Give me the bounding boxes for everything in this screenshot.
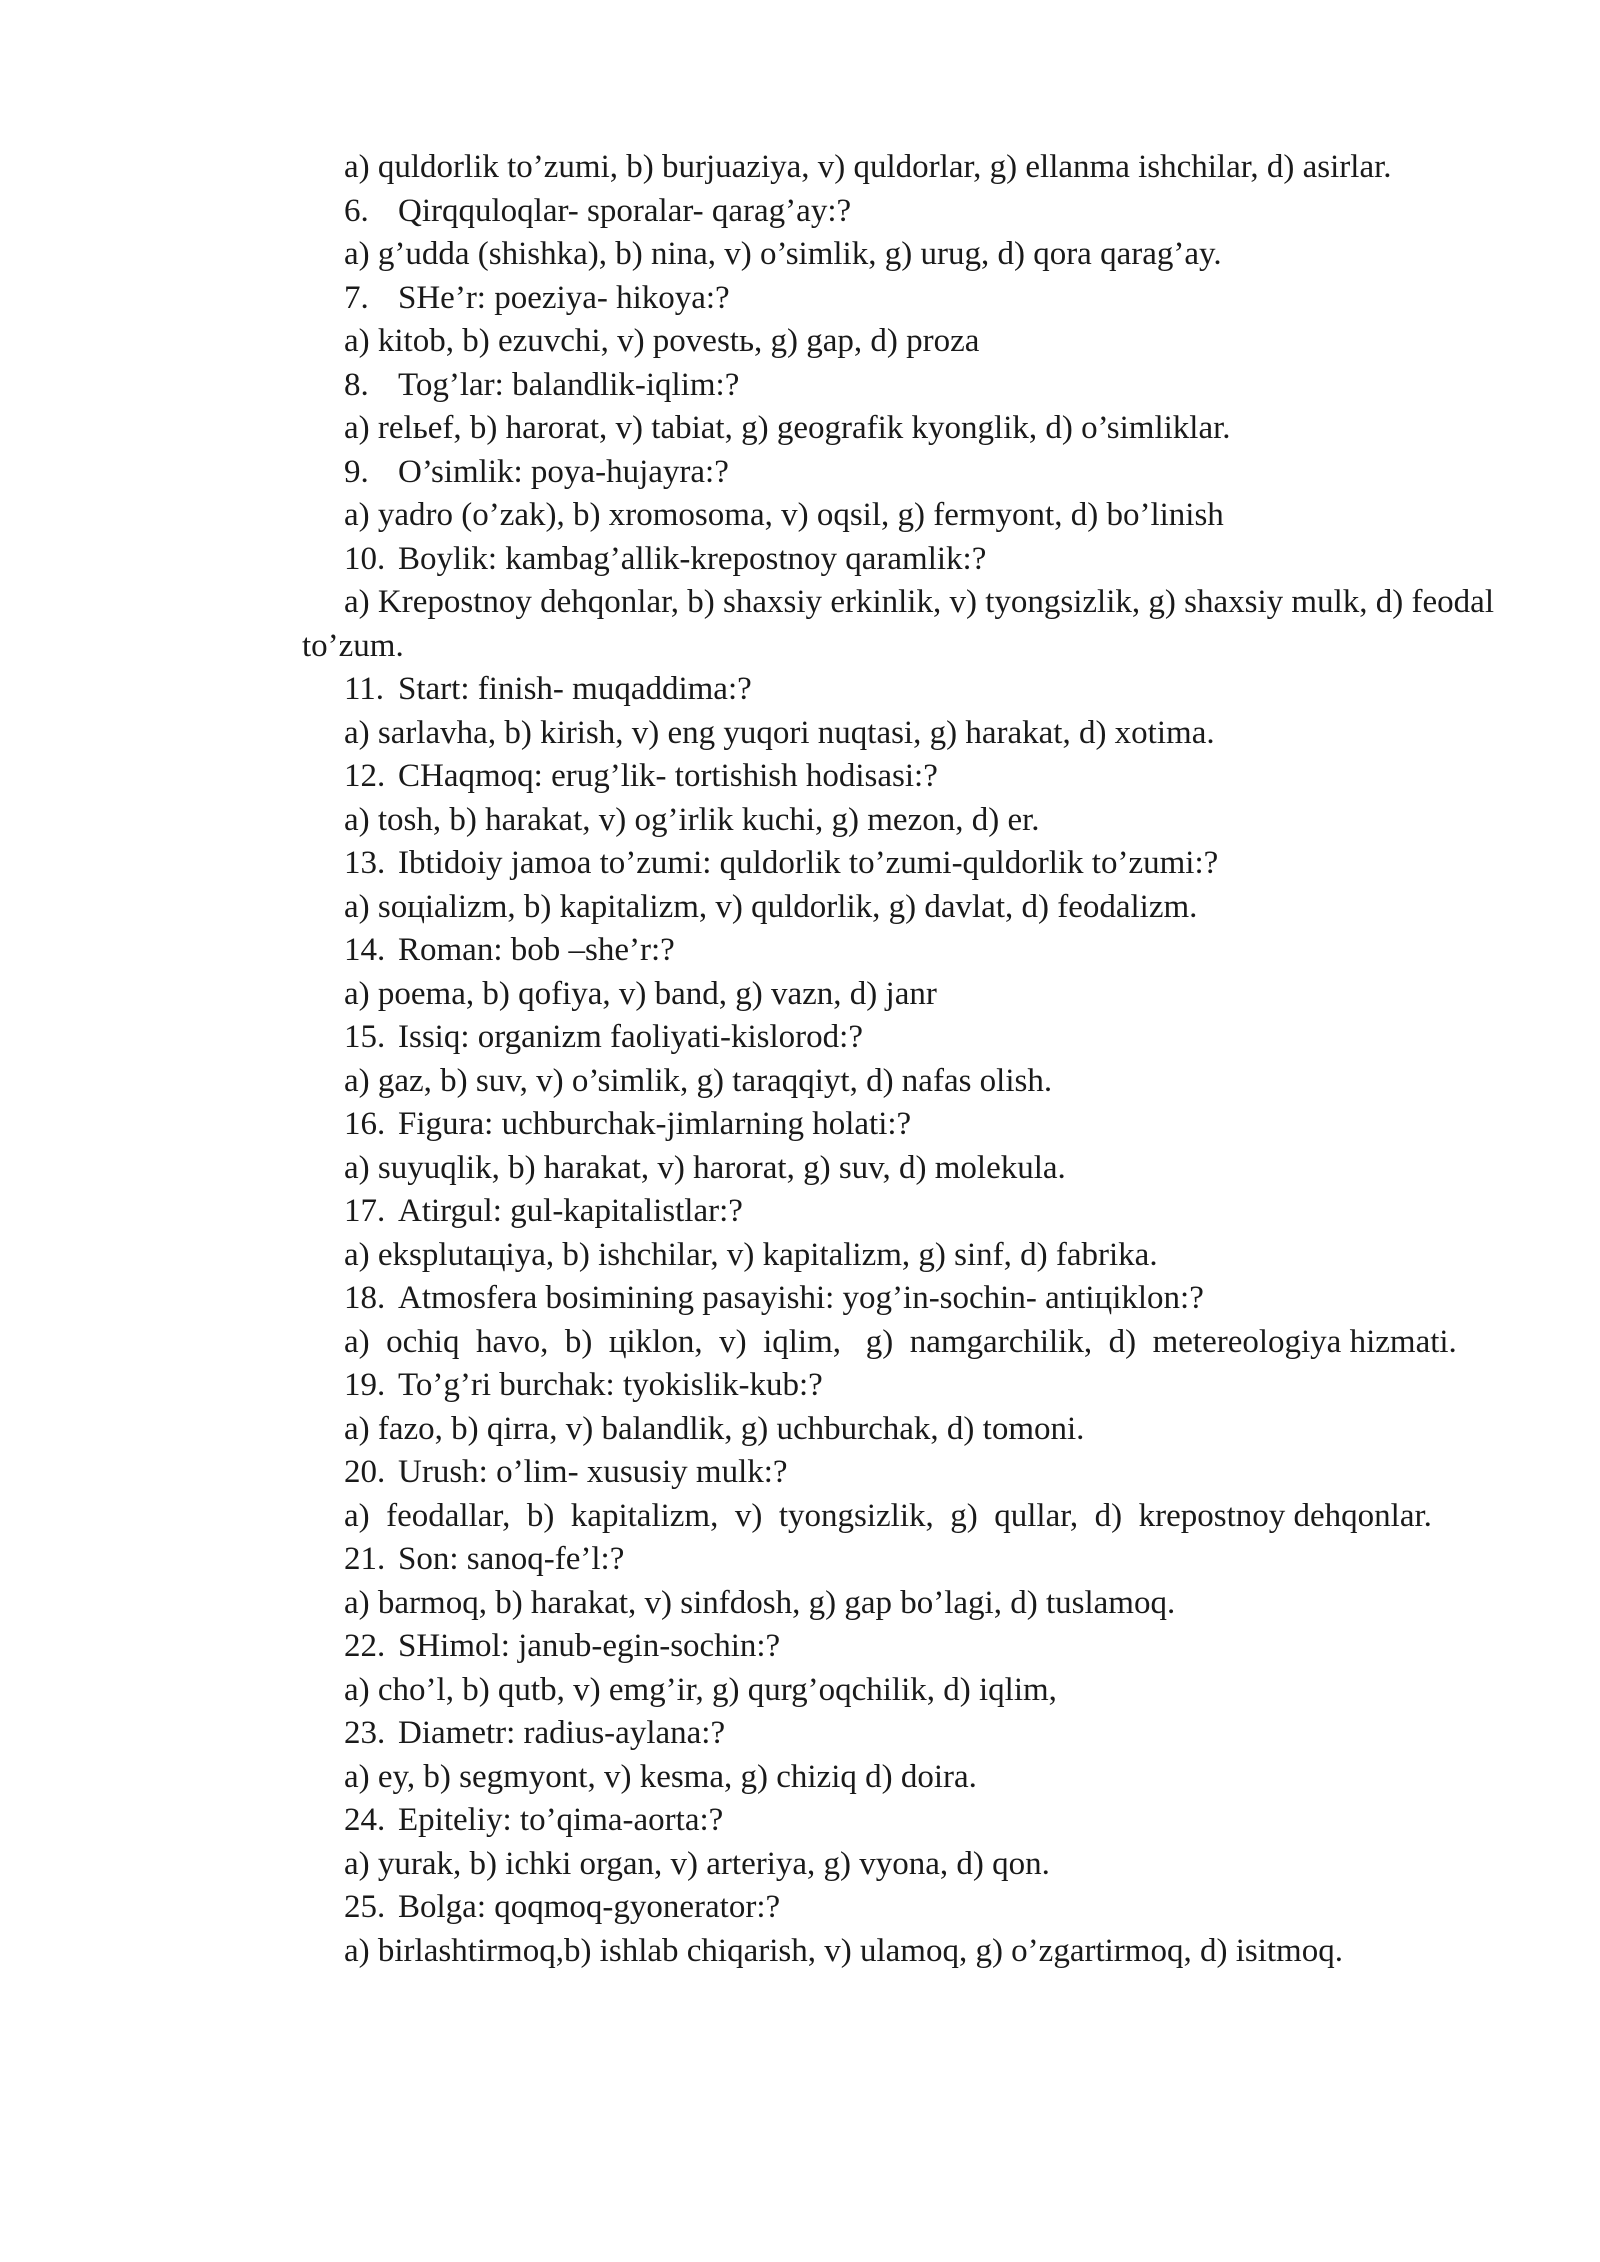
question-number: 21. [344, 1541, 386, 1577]
answer-options: a) relьef, b) harorat, v) tabiat, g) geografik kyonglik, d) o’simliklar. [344, 410, 1231, 446]
question-text: SHe’r: poeziya- hikoya:? [398, 279, 730, 316]
question-number: 18. [344, 1280, 386, 1316]
answer-options: a) quldorlik to’zumi, b) burjuaziya, v) quldorlar, g) ellanma ishchilar, d) asirlar. [344, 149, 1392, 185]
question-text: To’g’ri burchak: tyokislik-kub:? [398, 1367, 823, 1403]
question-line [302, 1538, 1494, 1582]
question-number: 20. [344, 1454, 386, 1490]
question-text: Boylik: kambag’allik-krepostnoy qaramlik:? [398, 540, 987, 577]
question-number: 11. [344, 671, 385, 707]
question-line [302, 1451, 1494, 1495]
question-line [302, 538, 1494, 582]
question-text: Bolga: qoqmoq-gyonerator:? [398, 1889, 781, 1925]
question-line [302, 1364, 1494, 1408]
question-number: 13. [344, 845, 386, 881]
question-number: 22. [344, 1628, 386, 1664]
question-number: 16. [344, 1106, 386, 1142]
question-text: Tog’lar: balandlik-iqlim:? [398, 366, 740, 403]
question-line [302, 1625, 1494, 1669]
question-text: Urush: o’lim- xususiy mulk:? [398, 1454, 788, 1490]
answer-options: a) soцializm, b) kapitalizm, v) quldorlik, g) davlat, d) feodalizm. [344, 888, 1198, 925]
question-line [302, 1799, 1494, 1843]
question-text: Diametr: radius-aylana:? [398, 1715, 726, 1751]
answer-options: a) poema, b) qofiya, v) band, g) vazn, d) janr [344, 975, 937, 1012]
question-text: Atirgul: gul-kapitalistlar:? [398, 1193, 743, 1229]
question-number: 9. [344, 453, 369, 490]
question-number: 25. [344, 1889, 386, 1925]
answer-options: a) g’udda (shishka), b) nina, v) o’simlik, g) urug, d) qora qarag’ay. [344, 236, 1222, 272]
question-text: CHaqmoq: erug’lik- tortishish hodisasi:? [398, 758, 938, 794]
question-line [302, 190, 1494, 234]
answer-options: a) feodallar, b) kapitalizm, v) tyongsizlik, g) qullar, d) krepostnoy dehqonlar. [344, 1497, 1432, 1534]
answer-options: a) suyuqlik, b) harakat, v) harorat, g) suv, d) molekula. [344, 1149, 1066, 1186]
question-number: 6. [344, 192, 369, 229]
question-text: Figura: uchburchak-jimlarning holati:? [398, 1106, 912, 1142]
question-line [302, 1190, 1494, 1234]
answer-options: a) ochiq havo, b) цiklon, v) iqlim, g) namgarchilik, d) metereologiya hizmati. [344, 1323, 1457, 1360]
document-body [302, 146, 1503, 1973]
question-text: SHimol: janub-egin-sochin:? [398, 1628, 781, 1664]
answer-options: a) yadro (o’zak), b) xromosoma, v) oqsil, g) fermyont, d) bo’linish [344, 497, 1224, 533]
question-text: Atmosfera bosimining pasayishi: yog’in-sochin- antiцiklon:? [398, 1280, 1204, 1316]
question-number: 24. [344, 1802, 386, 1838]
question-line [302, 1103, 1494, 1147]
answer-options: a) sarlavha, b) kirish, v) eng yuqori nuqtasi, g) harakat, d) xotima. [344, 714, 1215, 751]
answer-options: a) ey, b) segmyont, v) kesma, g) chiziq d) doira. [344, 1758, 977, 1795]
question-number: 17. [344, 1193, 386, 1229]
question-line [302, 364, 1494, 408]
question-line [302, 1712, 1494, 1756]
question-text: Son: sanoq-fe’l:? [398, 1541, 625, 1577]
answer-options: a) gaz, b) suv, v) o’simlik, g) taraqqiyt, d) nafas olish. [344, 1062, 1053, 1099]
question-line [302, 1886, 1494, 1930]
question-text: Roman: bob –she’r:? [398, 932, 675, 968]
answer-options: a) tosh, b) harakat, v) og’irlik kuchi, g) mezon, d) er. [344, 801, 1040, 838]
question-number: 8. [344, 366, 369, 403]
question-line [302, 929, 1494, 973]
answer-options: a) fazo, b) qirra, v) balandlik, g) uchburchak, d) tomoni. [344, 1410, 1085, 1447]
question-text: O’simlik: poya-hujayra:? [398, 453, 729, 490]
answer-options: a) yurak, b) ichki organ, v) arteriya, g) vyona, d) qon. [344, 1845, 1050, 1882]
question-line [302, 451, 1494, 495]
answer-options: a) birlashtirmoq,b) ishlab chiqarish, v) ulamoq, g) o’zgartirmoq, d) isitmoq. [344, 1932, 1343, 1969]
question-line [302, 277, 1494, 321]
question-line [302, 842, 1494, 886]
question-number: 23. [344, 1715, 386, 1751]
question-number: 15. [344, 1019, 386, 1055]
question-text: Issiq: organizm faoliyati-kislorod:? [398, 1019, 863, 1055]
answer-options: a) Krepostnoy dehqonlar, b) shaxsiy erkinlik, v) tyongsizlik, g) shaxsiy mulk, d) feodal to’zum. [302, 584, 1503, 664]
question-text: Ibtidoiy jamoa to’zumi: quldorlik to’zumi-quldorlik to’zumi:? [398, 845, 1219, 881]
question-number: 10. [344, 540, 386, 577]
answer-options: a) kitob, b) ezuvchi, v) povestь, g) gap, d) proza [344, 323, 980, 359]
question-text: Epiteliy: to’qima-aorta:? [398, 1802, 724, 1838]
question-text: Start: finish- muqaddima:? [398, 671, 752, 707]
question-line [302, 668, 1494, 712]
answer-options: a) barmoq, b) harakat, v) sinfdosh, g) gap bo’lagi, d) tuslamoq. [344, 1584, 1176, 1621]
question-number: 12. [344, 758, 386, 794]
question-line [302, 1016, 1494, 1060]
question-number: 7. [344, 279, 369, 316]
question-number: 19. [344, 1367, 386, 1403]
answer-options: a) eksplutaцiya, b) ishchilar, v) kapitalizm, g) sinf, d) fabrika. [344, 1236, 1158, 1273]
question-text: Qirqquloqlar- sporalar- qarag’ay:? [398, 192, 852, 229]
question-number: 14. [344, 932, 386, 968]
question-line [302, 1277, 1494, 1321]
question-line [302, 755, 1494, 799]
answer-options: a) cho’l, b) qutb, v) emg’ir, g) qurg’oqchilik, d) iqlim, [344, 1671, 1057, 1708]
